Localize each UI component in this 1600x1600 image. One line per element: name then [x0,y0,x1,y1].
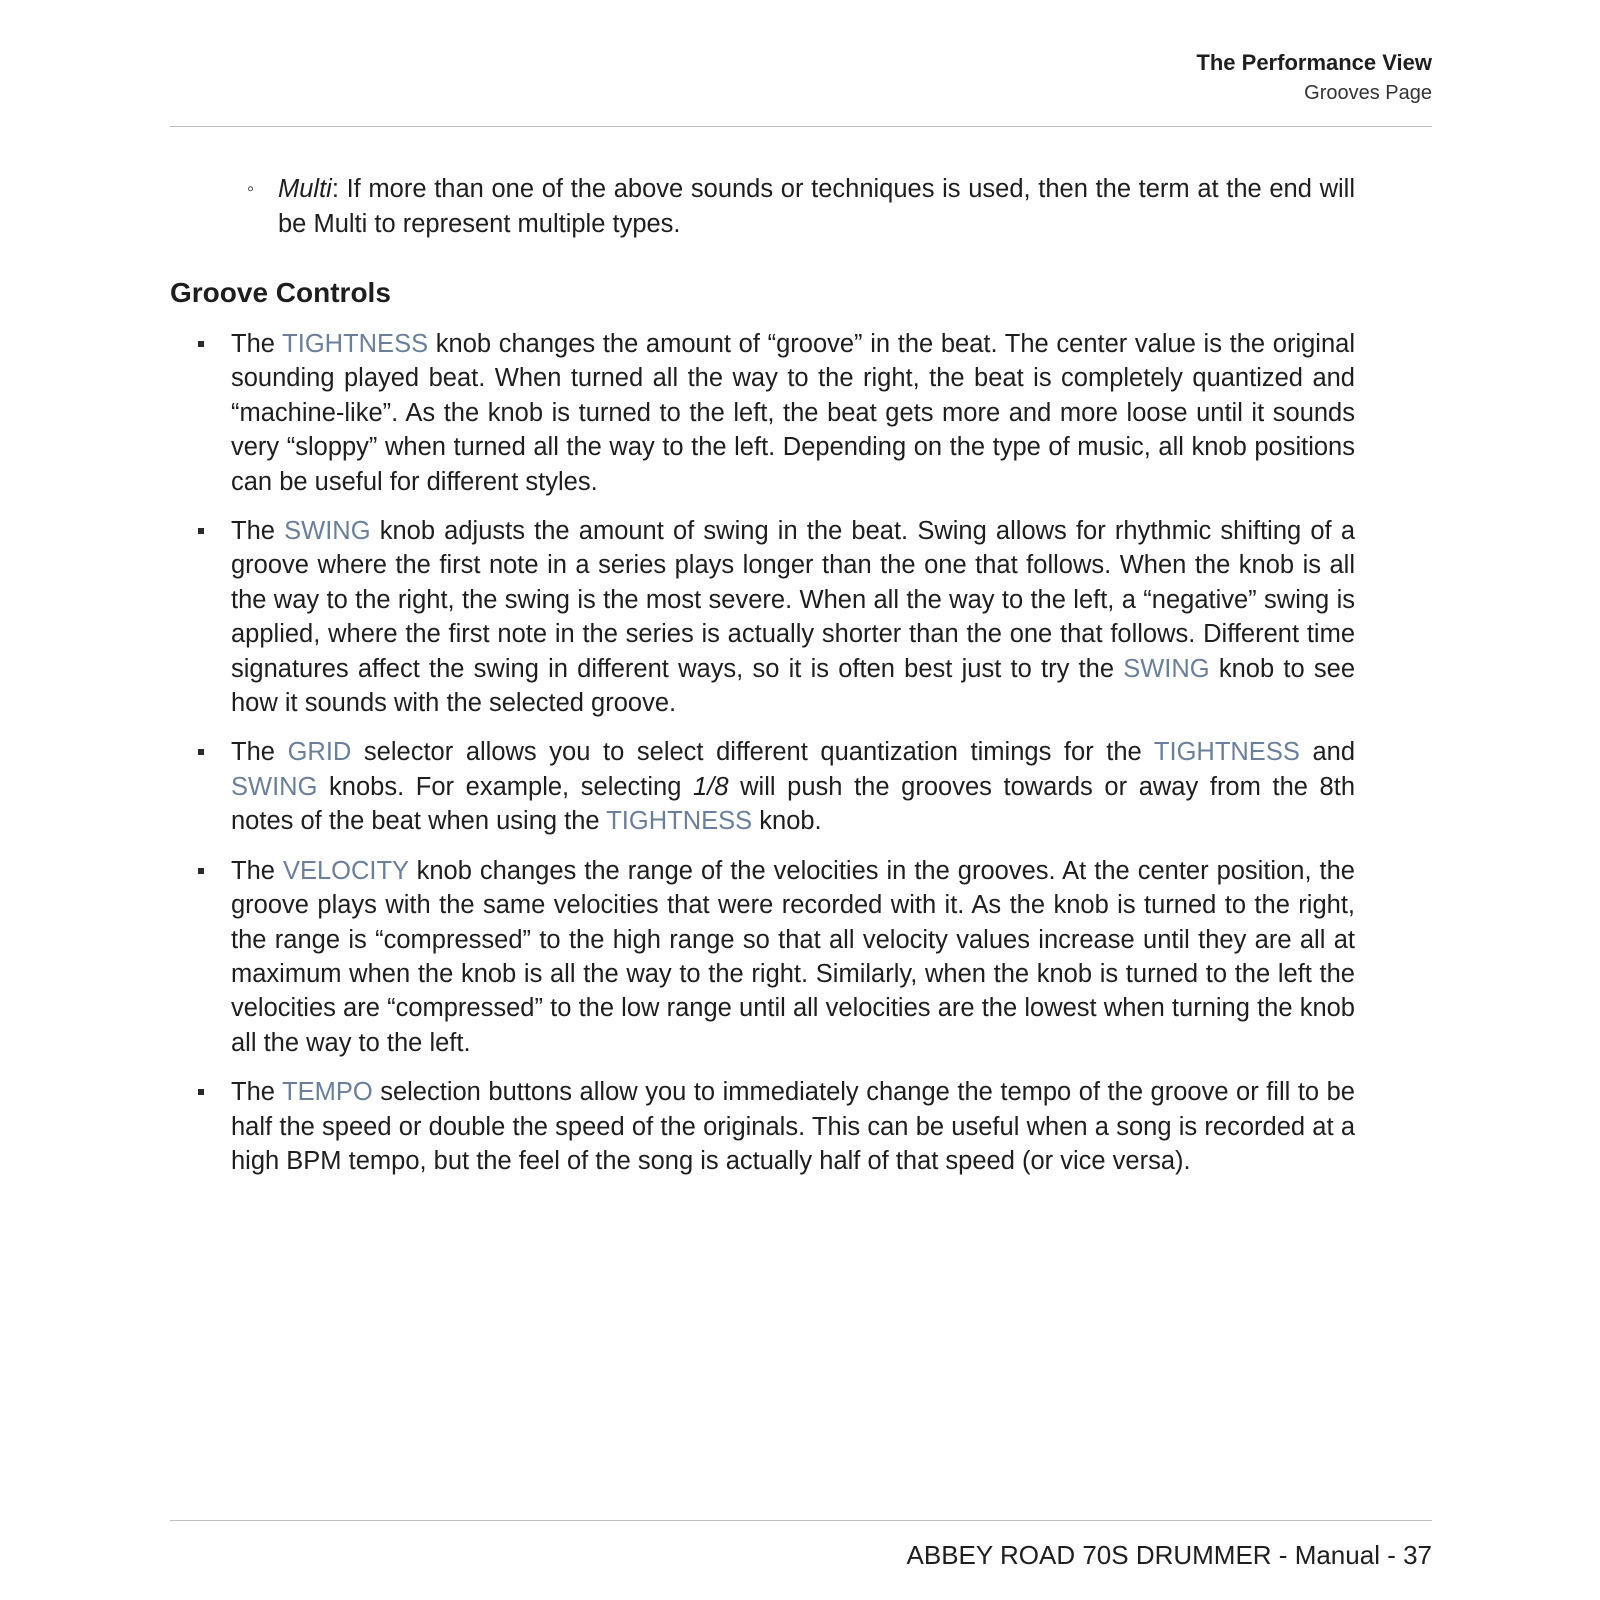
sub-bullet-text: : If more than one of the above sounds or techniques is used, then the term at the end will be Multi to represent multiple types. [278,175,1355,238]
item-text: selector allows you to select different quantization timings for the [351,738,1154,767]
list-item-swing [170,514,1355,720]
list-item-tempo [170,1075,1355,1178]
running-header [170,48,1432,108]
footer-rule [170,1520,1432,1521]
page-body [170,172,1355,1193]
item-text: and [1299,738,1356,767]
control-name-grid: GRID [287,738,352,767]
item-text: will push the grooves towards or away from the 8th notes of the beat when using the [231,772,1356,836]
item-text: knob. [752,807,822,836]
item-text: The [231,738,288,767]
grid-value-italic: 1/8 [693,772,729,801]
item-text: knob to see how it sounds with the selected groove. [231,654,1356,718]
item-text: knob adjusts the amount of swing in the beat. Swing allows for rhythmic shifting of a groove where the first note in a series plays longer than the one that follows. When the knob is all the way to the right, the swing is the most severe. When all the way to the left, a “negative” swing is applied, where the first note in the series is actually shorter than the one that follows. Different time signatures affect the swing in different ways, so it is often best just to try the [231,517,1355,683]
square-bullet-icon [198,528,204,534]
control-name-tightness: TIGHTNESS [282,330,429,358]
item-text: The [231,330,283,358]
square-bullet-icon [198,341,204,347]
square-bullet-icon [198,749,204,755]
groove-controls-list [170,327,1355,1178]
list-item-grid [170,735,1355,838]
control-name-tempo: TEMPO [282,1078,373,1107]
header-chapter-title: The Performance View [1196,50,1432,75]
item-text: The [231,1078,283,1107]
list-item-tightness [170,327,1355,499]
square-bullet-icon [198,868,204,874]
control-name-swing: SWING [284,517,371,546]
item-text: knobs. For example, selecting [317,772,694,801]
item-text: selection buttons allow you to immediately change the tempo of the groove or fill to be half the speed or double the speed of the originals. This can be useful when a song is recorded at a high BPM tempo, but the feel of the song is actually half of that speed (or vice versa). [231,1078,1355,1175]
control-name-swing: SWING [1123,654,1210,683]
control-name-tightness: TIGHTNESS [1153,738,1300,767]
hollow-bullet-icon: ◦ [247,178,255,200]
header-rule [170,126,1432,127]
item-text: knob changes the amount of “groove” in the beat. The center value is the original sounding played beat. When turned all the way to the right, the beat is completely quantized and “machine-like”. As the knob is turned to the left, the beat gets more and more loose until it sounds very “sloppy” when turned all the way to the left. Depending on the type of music, all knob positions can be useful for different styles. [231,330,1355,496]
item-text: The [231,856,283,885]
page-footer: ABBEY ROAD 70S DRUMMER - Manual - 37 [906,1540,1432,1570]
term-italic: Multi [278,175,332,203]
header-section-title: Grooves Page [1304,82,1432,104]
control-name-velocity: VELOCITY [282,856,409,885]
list-item-velocity [170,854,1355,1060]
sub-bullet-multi [170,172,1355,241]
control-name-tightness: TIGHTNESS [606,807,753,836]
section-heading: Groove Controls [170,277,391,308]
control-name-swing: SWING [231,772,318,801]
square-bullet-icon [198,1089,204,1095]
item-text: The [231,517,285,546]
item-text: knob changes the range of the velocities in the grooves. At the center position, the groove plays with the same velocities that were recorded with it. As the knob is turned to the right, the range is “compressed” to the high range so that all velocity values increase until they are all at maximum when the knob is all the way to the right. Similarly, when the knob is turned to the left the velocities are “compressed” to the low range until all velocities are the lowest when turning the knob all the way to the left. [231,856,1355,1057]
